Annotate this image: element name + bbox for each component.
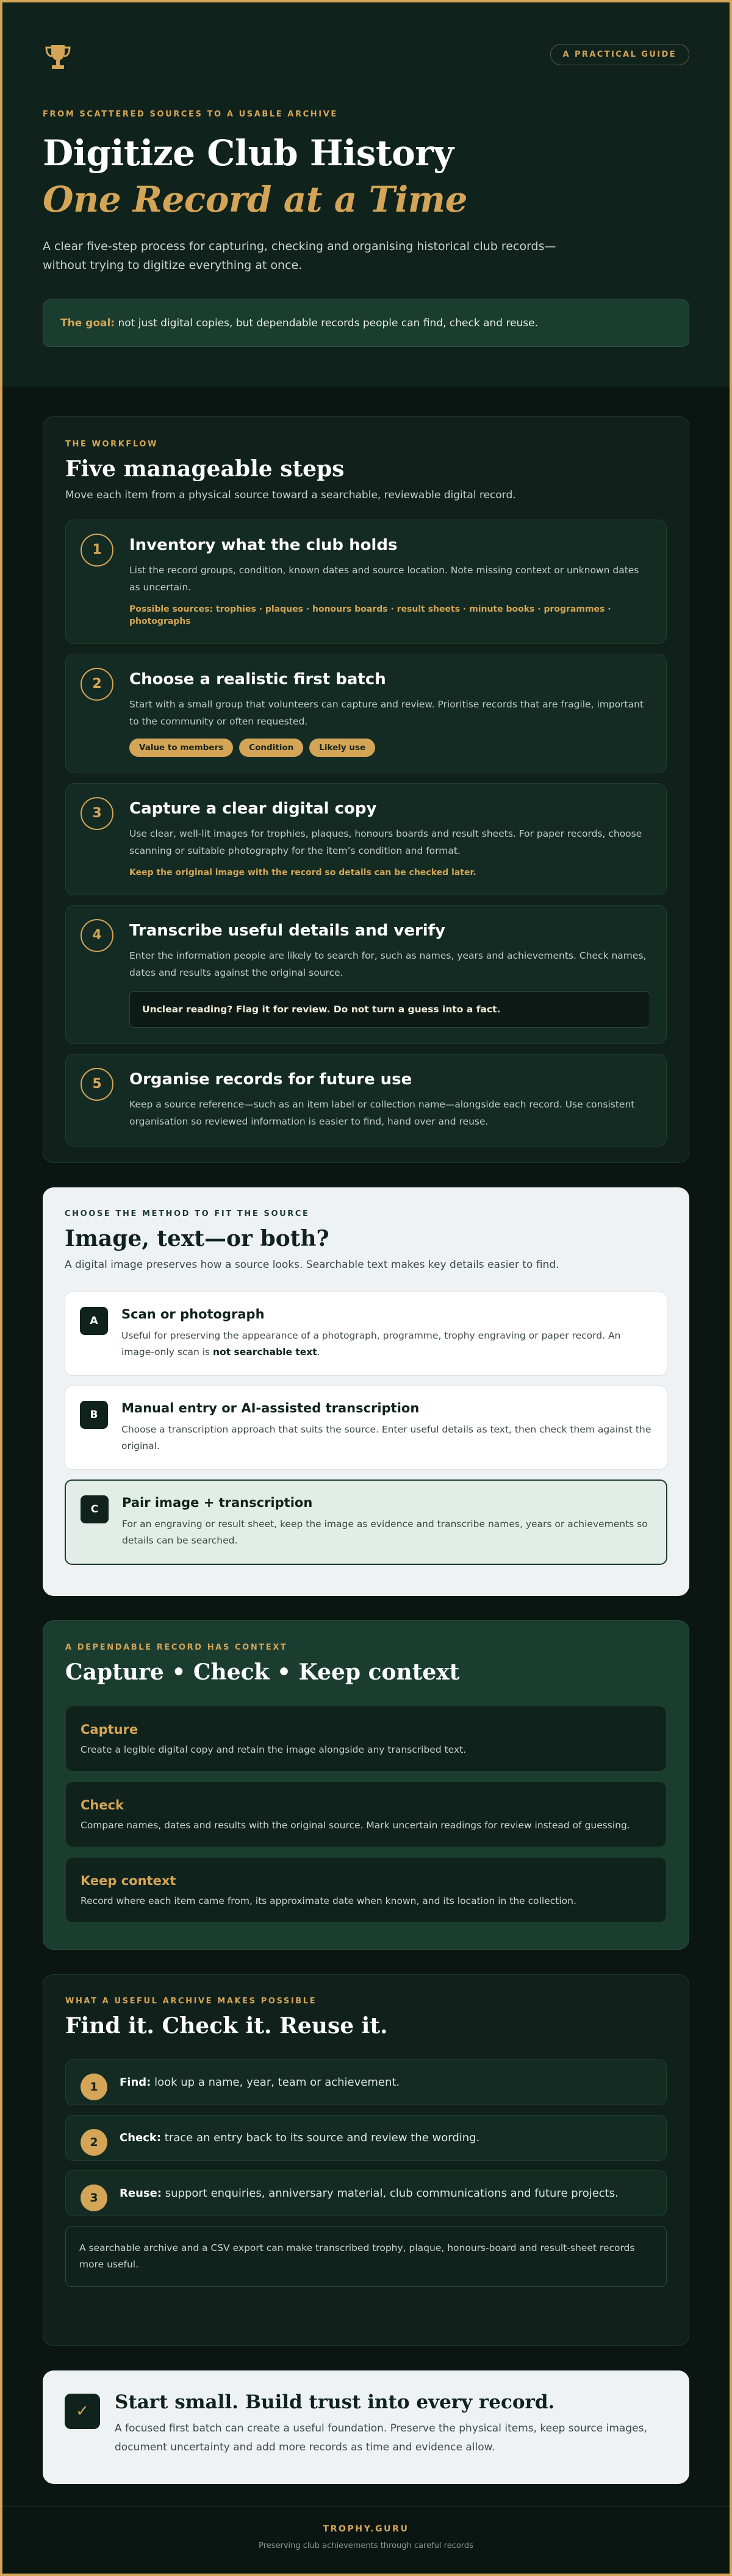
option-letter: A	[80, 1307, 108, 1335]
hero-description: A clear five-step process for capturing, checking and organising historical club records—without trying to digitize everything at once.	[43, 240, 556, 272]
cta-section	[43, 2370, 689, 2484]
step-title: Capture a clear digital copy	[129, 800, 377, 818]
goal-text: not just digital copies, but dependable records people can find, check and reuse.	[115, 317, 539, 329]
context-keep	[65, 1857, 667, 1923]
step-5	[65, 1054, 667, 1147]
context-item-text: Record where each item came from, its approximate date when known, and its location in the collection.	[81, 1895, 576, 1906]
context-section	[43, 1620, 689, 1950]
context-item-text: Create a legible digital copy and retain the image alongside any transcribed text.	[81, 1744, 467, 1755]
trophy-icon	[43, 43, 73, 71]
cta-title: Start small. Build trust into every record.	[115, 2391, 555, 2413]
priority-tags	[129, 739, 650, 757]
step-title: Transcribe useful details and verify	[129, 921, 445, 940]
footer-tagline: Preserving club achievements through careful records	[259, 2541, 473, 2550]
context-list	[65, 1706, 667, 1923]
context-check	[65, 1781, 667, 1847]
method-title: Image, text—or both?	[65, 1226, 329, 1251]
step-text: Keep a source reference—such as an item label or collection name—alongside each record. Use consistent organisation so reviewed information is easier to find, hand over and reuse.	[129, 1099, 635, 1127]
check-icon: ✓	[65, 2394, 100, 2429]
use-number: 1	[81, 2073, 107, 2100]
steps-list	[65, 520, 667, 1147]
use-find	[65, 2059, 667, 2105]
context-item-title: Check	[81, 1798, 124, 1812]
option-text: Choose a transcription approach that suits the source. Enter useful details as text, then check them against the original.	[121, 1424, 651, 1451]
context-item-text: Compare names, dates and results with the original source. Mark uncertain readings for review instead of guessing.	[81, 1820, 630, 1831]
option-c	[65, 1479, 667, 1565]
context-item-title: Keep context	[81, 1873, 176, 1888]
footer-brand[interactable]: TROPHY.GURU	[323, 2524, 409, 2534]
option-title: Scan or photograph	[121, 1307, 265, 1322]
use-text: trace an entry back to its source and review the wording.	[161, 2131, 480, 2144]
use-text: support enquiries, anniversary material, club communications and future projects.	[162, 2187, 619, 2200]
option-text-bold: not searchable text	[213, 1347, 317, 1358]
use-label: Reuse:	[120, 2187, 162, 2200]
workflow-description: Move each item from a physical source toward a searchable, reviewable digital record.	[65, 489, 516, 501]
step-note: Keep the original image with the record so details can be checked later.	[129, 868, 476, 878]
review-warning: Unclear reading? Flag it for review. Do not turn a guess into a fact.	[129, 991, 650, 1028]
goal-label: The goal:	[60, 317, 115, 329]
step-text: List the record groups, condition, known dates and source location. Note missing context or unknown dates as uncertain.	[129, 565, 639, 593]
page-subtitle: One Record at a Time	[43, 179, 467, 220]
step-note: Possible sources: trophies · plaques · honours boards · result sheets · minute books · programmes · photographs	[129, 604, 611, 626]
method-section	[43, 1187, 689, 1596]
guide-badge: A PRACTICAL GUIDE	[550, 44, 689, 65]
goal-callout	[43, 299, 689, 347]
tag-likely-use: Likely use	[309, 739, 375, 757]
context-eyebrow: A DEPENDABLE RECORD HAS CONTEXT	[65, 1643, 288, 1652]
option-title: Pair image + transcription	[122, 1495, 313, 1510]
step-title: Organise records for future use	[129, 1070, 412, 1089]
option-a	[65, 1292, 667, 1376]
footer	[2, 2506, 730, 2574]
step-3	[65, 783, 667, 895]
use-number: 2	[81, 2129, 107, 2156]
page-title: Digitize Club History	[43, 132, 454, 174]
export-note: A searchable archive and a CSV export can make transcribed trophy, plaque, honours-board and result-sheet records more useful.	[65, 2226, 667, 2287]
option-letter: C	[81, 1495, 109, 1523]
useful-section	[43, 1974, 689, 2346]
option-letter: B	[80, 1401, 108, 1429]
hero-section	[2, 2, 730, 387]
step-text: Enter the information people are likely to search for, such as names, years and achievements. Check names, dates and results against the original source.	[129, 950, 647, 978]
option-text-tail: .	[317, 1347, 320, 1358]
method-options	[65, 1292, 667, 1565]
workflow-eyebrow: THE WORKFLOW	[65, 440, 158, 449]
use-label: Check:	[120, 2131, 162, 2144]
context-item-title: Capture	[81, 1722, 138, 1737]
tag-value: Value to members	[129, 739, 233, 757]
method-eyebrow: CHOOSE THE METHOD TO FIT THE SOURCE	[65, 1209, 310, 1218]
step-number: 2	[81, 668, 113, 701]
option-title: Manual entry or AI-assisted transcription	[121, 1401, 420, 1415]
use-reuse	[65, 2170, 667, 2216]
step-4	[65, 905, 667, 1044]
step-number: 3	[81, 797, 113, 830]
step-number: 5	[81, 1068, 113, 1101]
cta-text: A focused first batch can create a useful foundation. Preserve the physical items, keep source images, document uncertainty and add more records as time and evidence allow.	[115, 2422, 647, 2453]
step-2	[65, 654, 667, 773]
option-text-body: Useful for preserving the appearance of a photograph, programme, trophy engraving or paper record. An image-only scan is	[121, 1330, 621, 1358]
hero-eyebrow: FROM SCATTERED SOURCES TO A USABLE ARCHIVE	[43, 110, 338, 119]
step-number: 4	[81, 919, 113, 952]
context-capture	[65, 1706, 667, 1772]
useful-eyebrow: WHAT A USEFUL ARCHIVE MAKES POSSIBLE	[65, 1997, 317, 2006]
option-text: For an engraving or result sheet, keep the image as evidence and transcribe names, years or achievements so details can be searched.	[122, 1519, 648, 1546]
use-number: 3	[81, 2184, 107, 2211]
useful-list	[65, 2059, 667, 2216]
context-title: Capture • Check • Keep context	[65, 1659, 460, 1685]
use-text: look up a name, year, team or achievement.	[151, 2076, 400, 2089]
use-check	[65, 2115, 667, 2161]
option-text	[121, 1328, 652, 1361]
use-label: Find:	[120, 2076, 151, 2089]
workflow-section	[43, 416, 689, 1163]
workflow-title: Five manageable steps	[65, 456, 345, 482]
useful-title: Find it. Check it. Reuse it.	[65, 2013, 388, 2039]
step-title: Inventory what the club holds	[129, 536, 398, 554]
step-text: Start with a small group that volunteers can capture and review. Prioritise records that are fragile, important to the community or often requested.	[129, 699, 644, 727]
tag-condition: Condition	[239, 739, 303, 757]
method-description: A digital image preserves how a source looks. Searchable text makes key details easier to find.	[65, 1259, 559, 1271]
step-1	[65, 520, 667, 644]
step-title: Choose a realistic first batch	[129, 670, 386, 689]
step-number: 1	[81, 534, 113, 567]
step-text: Use clear, well-lit images for trophies, plaques, honours boards and result sheets. For paper records, choose scanning or suitable photography for the item’s condition and format.	[129, 828, 642, 856]
option-b	[65, 1386, 667, 1470]
